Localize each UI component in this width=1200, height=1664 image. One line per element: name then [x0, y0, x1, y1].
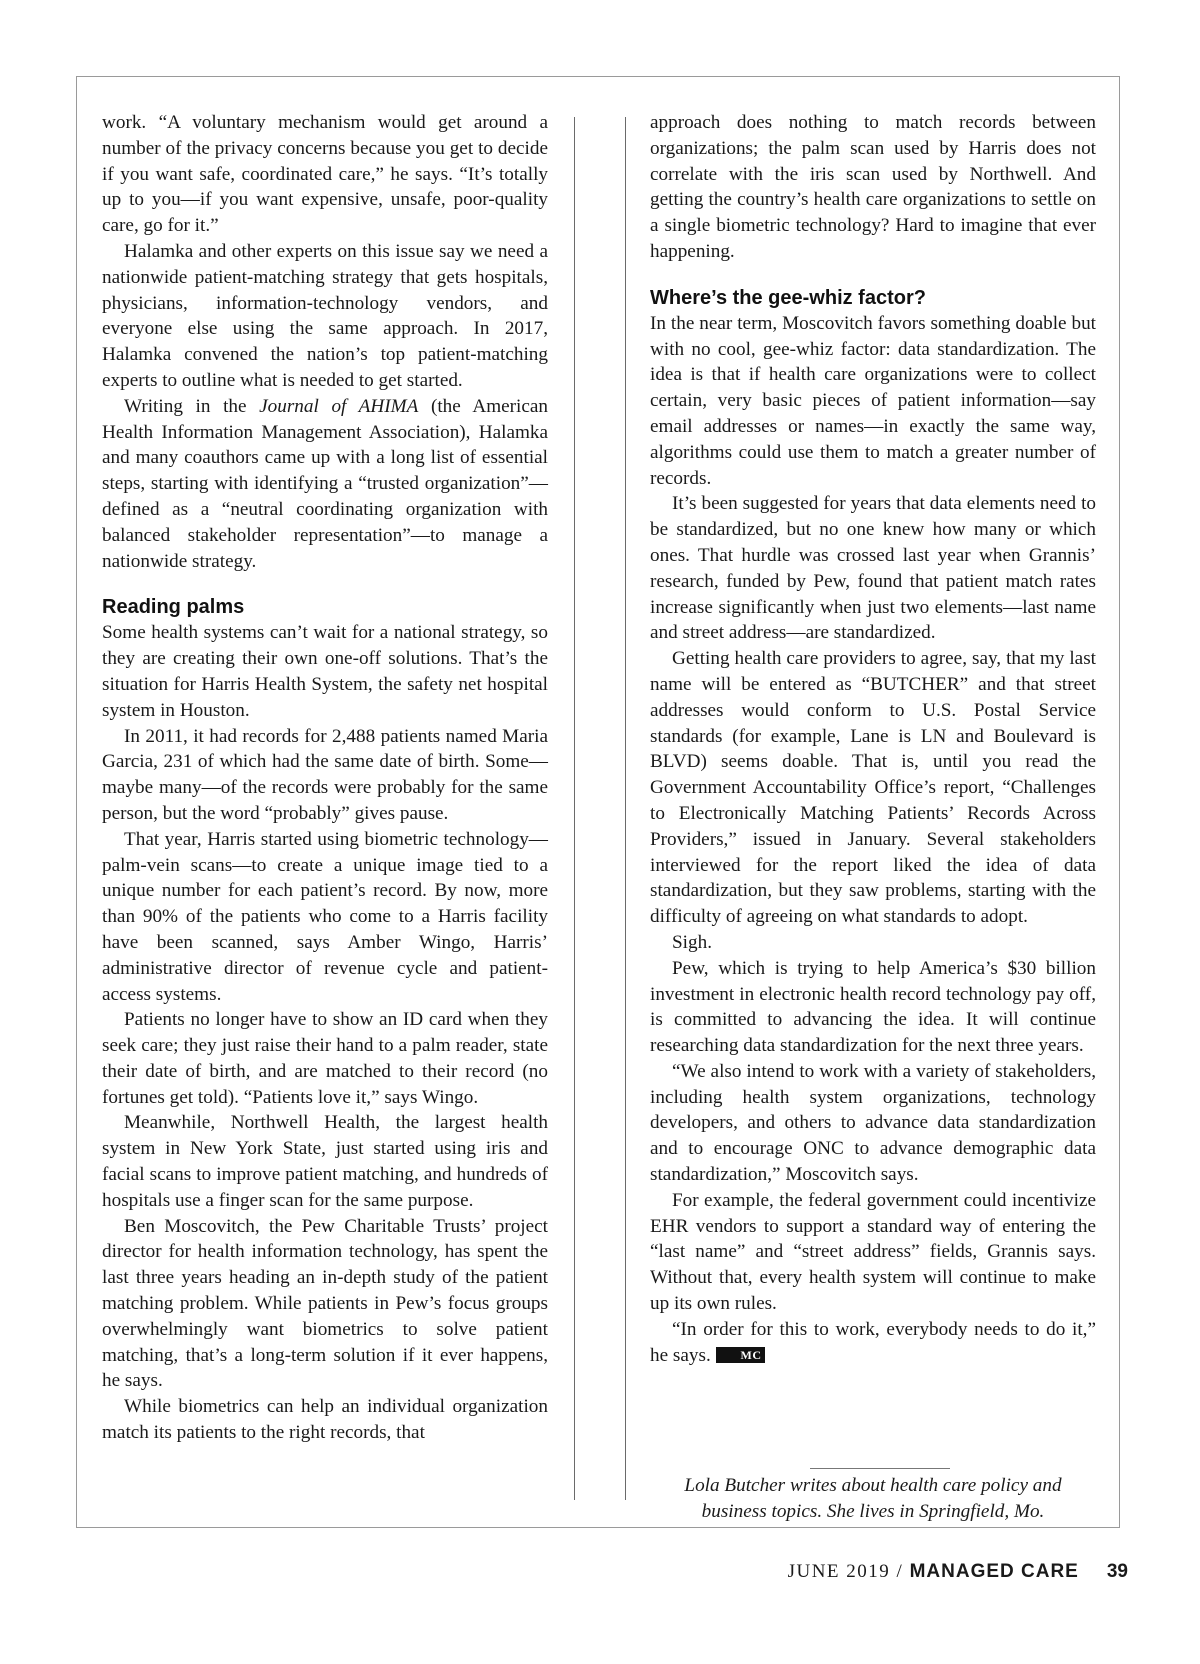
paragraph: Halamka and other experts on this issue say we need a nationwide patient-matching strategy that gets hospitals, physicians, information-technology vendors, and everyone else using the same approach. In 2017, Halamka convened the nation’s top patient-matching experts to outline what is needed to get started.	[102, 240, 548, 391]
text-run: Writing in the	[124, 395, 260, 417]
right-column	[650, 110, 1096, 1368]
paragraph: Some health systems can’t wait for a national strategy, so they are creating their own one-off solutions. That’s the situation for Harris Health System, the safety net hospital system in Houston.	[102, 622, 548, 721]
paragraph: Pew, which is trying to help America’s $30 billion investment in electronic health record technology pay off, is committed to advancing the idea. It will continue researching data standardization for the next three years.	[650, 957, 1096, 1057]
paragraph: approach does nothing to match records between organizations; the palm scan used by Harris does not correlate with the iris scan used by Northwell. And getting the country’s health care organizations to settle on a single biometric technology? Hard to imagine that ever happening.	[650, 112, 1096, 262]
author-bio-text: Lola Butcher writes about health care policy and business topics. She lives in Springfield, Mo.	[684, 1475, 1062, 1522]
paragraph: That year, Harris started using biometric technology—palm-vein scans—to create a unique image tied to a unique number for each patient’s record. By now, more than 90% of the patients who come to a Harris facility have been scanned, says Amber Wingo, Harris’ administrative director of revenue cycle and patient-access systems.	[102, 828, 548, 1005]
paragraph: Getting health care providers to agree, say, that my last name will be entered as “BUTCHER” and that street addresses would conform to U.S. Postal Service standards (for example, Lane is LN and Boulevard is BLVD) seems doable. That is, until you read the Government Accountability Office’s report, “Challenges to Electronically Matching Patients’ Records Across Providers,” issued in January. Several stakeholders interviewed for the report liked the idea of data standardization, but they saw problems, starting with the difficulty of agreeing on what standards to adopt.	[650, 648, 1096, 928]
paragraph: Ben Moscovitch, the Pew Charitable Trusts’ project director for health information technology, has spent the last three years heading an in-depth study of the patient matching problem. While patients in Pew’s focus groups overwhelmingly want biometrics to solve patient matching, that’s a long-term solution if it ever happens, he says.	[102, 1215, 548, 1392]
end-mark-badge: MC	[716, 1347, 765, 1363]
paragraph: “We also intend to work with a variety of stakeholders, including health system organizations, technology developers, and others to advance data standardization and to encourage ONC to advance demographic data standardization,” Moscovitch says.	[650, 1060, 1096, 1186]
paragraph: Patients no longer have to show an ID card when they seek care; they just raise their hand to a palm reader, state their date of birth, and are matched to their record (no fortunes get told). “Patients love it,” says Wingo.	[102, 1009, 548, 1108]
paragraph: Meanwhile, Northwell Health, the largest health system in New York State, just started using iris and facial scans to improve patient matching, and hundreds of hospitals use a finger scan for the same purpose.	[102, 1112, 548, 1211]
footer-issue: JUNE 2019 /	[787, 1561, 910, 1582]
footer-publication: MANAGED CARE	[909, 1561, 1079, 1582]
paragraph: While biometrics can help an individual organization match its patients to the right records, that	[102, 1396, 548, 1444]
paragraph: In 2011, it had records for 2,488 patients named Maria Garcia, 231 of which had the same date of birth. Some—maybe many—of the records were probably for the same person, but the word “probably” gives pause.	[102, 725, 548, 824]
text-run: “In order for this to work, everybody needs to do it,” he says.	[650, 1318, 1096, 1366]
section-heading-reading-palms: Reading palms	[102, 596, 245, 619]
journal-title: Journal of AHIMA	[259, 395, 419, 417]
page-number: 39	[1106, 1561, 1128, 1582]
column-divider	[574, 117, 575, 1500]
section-heading-gee-whiz: Where’s the gee-whiz factor?	[650, 286, 926, 309]
left-column	[102, 110, 548, 1446]
paragraph: In the near term, Moscovitch favors something doable but with no cool, gee-whiz factor: data standardization. The idea is that if health care organizations were to collect certain, very basic pieces of patient information—say email addresses or names—in exactly the same way, algorithms could use them to match a greater number of records.	[650, 312, 1096, 489]
paragraph	[102, 394, 548, 575]
paragraph: Sigh.	[672, 931, 712, 953]
bio-divider	[810, 1468, 950, 1469]
paragraph	[650, 1317, 1096, 1369]
author-bio	[650, 1473, 1096, 1525]
paragraph: It’s been suggested for years that data elements need to be standardized, but no one knew how many or which ones. That hurdle was crossed last year when Grannis’ research, funded by Pew, found that patient match rates increase significantly when just two elements—last name and street address—are standardized.	[650, 493, 1096, 644]
text-run: (the American Health Information Management Association), Halamka and many coauthors came up with a long list of essential steps, starting with identifying a “trusted organization”—defined as a “neutral coordinating organization with balanced stakeholder representation”—to manage a nationwide strategy.	[102, 395, 548, 572]
page-footer	[788, 1561, 1128, 1583]
paragraph: For example, the federal government could incentivize EHR vendors to support a standard way of entering the “last name” and “street address” fields, Grannis says. Without that, every health system will continue to make up its own rules.	[650, 1189, 1096, 1315]
paragraph: work. “A voluntary mechanism would get around a number of the privacy concerns because you get to decide if you want safe, coordinated care,” he says. “It’s totally up to you—if you want expensive, unsafe, poor-quality care, go for it.”	[102, 112, 548, 237]
column-divider	[625, 117, 626, 1500]
